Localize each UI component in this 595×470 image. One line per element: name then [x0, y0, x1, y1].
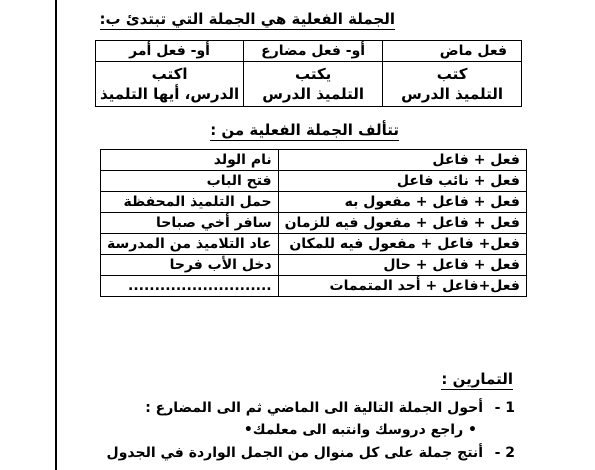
- example-cell-blank: ...........................: [101, 276, 279, 297]
- example-cell: فتح الباب: [101, 171, 279, 192]
- pattern-row: [101, 255, 527, 276]
- verb-types-example-row: [96, 62, 522, 107]
- intro-heading: الجملة الفعلية هي الجملة التي تبتدئ ب:: [99, 10, 395, 28]
- exercise-2-text: أنتج جملة على كل منوال من الجمل الواردة في الجدول: [106, 445, 483, 461]
- example-imperative: [96, 62, 244, 107]
- pattern-cell: فعل + فاعل: [278, 150, 526, 171]
- example-past-verb: كتب: [436, 65, 468, 83]
- header-past-verb: فعل ماض: [383, 41, 522, 62]
- example-cell: حمل التلميذ المحفظة: [101, 192, 279, 213]
- pattern-row: [101, 276, 527, 297]
- pattern-row: [101, 150, 527, 171]
- pattern-cell: فعل + فاعل + مفعول به: [278, 192, 526, 213]
- pattern-row: [101, 192, 527, 213]
- example-present: [244, 62, 383, 107]
- page-left-border: [55, 0, 57, 470]
- pattern-cell: فعل+فاعل + أحد المتممات: [278, 276, 526, 297]
- header-imperative-verb: أو- فعل أمر: [96, 41, 244, 62]
- header-present-verb: أو- فعل مضارع: [244, 41, 383, 62]
- example-past: [383, 62, 522, 107]
- pattern-cell: فعل + فاعل + حال: [278, 255, 526, 276]
- exercise-1-text: أحول الجملة التالية الى الماضي ثم الى المضارع :: [145, 400, 483, 416]
- example-present-rest: التلميذ الدرس: [262, 85, 365, 103]
- sentence-patterns-table: [100, 149, 527, 297]
- example-present-verb: يكتب: [294, 65, 332, 83]
- example-cell: سافر أخي صباحا: [101, 213, 279, 234]
- composition-heading: تتألف الجملة الفعلية من :: [210, 121, 399, 139]
- example-cell: دخل الأب فرحا: [101, 255, 279, 276]
- exercise-1-number: 1 -: [494, 400, 515, 416]
- example-imperative-rest: الدرس، أيها التلميذ: [100, 85, 240, 103]
- example-past-rest: التلميذ الدرس: [401, 85, 503, 103]
- pattern-cell: فعل + فاعل + مفعول فيه للزمان: [278, 213, 526, 234]
- pattern-cell: فعل+ فاعل + مفعول فيه للمكان: [278, 234, 526, 255]
- exercises-heading: التمارين :: [441, 370, 513, 388]
- pattern-row: [101, 213, 527, 234]
- example-imperative-verb: اكتب: [151, 65, 188, 83]
- example-cell: نام الولد: [101, 150, 279, 171]
- exercise-2-number: 2 -: [494, 445, 515, 461]
- pattern-row: [101, 171, 527, 192]
- verb-types-header-row: [96, 41, 522, 62]
- verb-types-table: [95, 40, 522, 107]
- pattern-row: [101, 234, 527, 255]
- example-cell: عاد التلاميذ من المدرسة: [101, 234, 279, 255]
- pattern-cell: فعل + نائب فاعل: [278, 171, 526, 192]
- exercise-1-sentence: • راجع دروسك وانتبه الى معلمك•: [243, 422, 477, 438]
